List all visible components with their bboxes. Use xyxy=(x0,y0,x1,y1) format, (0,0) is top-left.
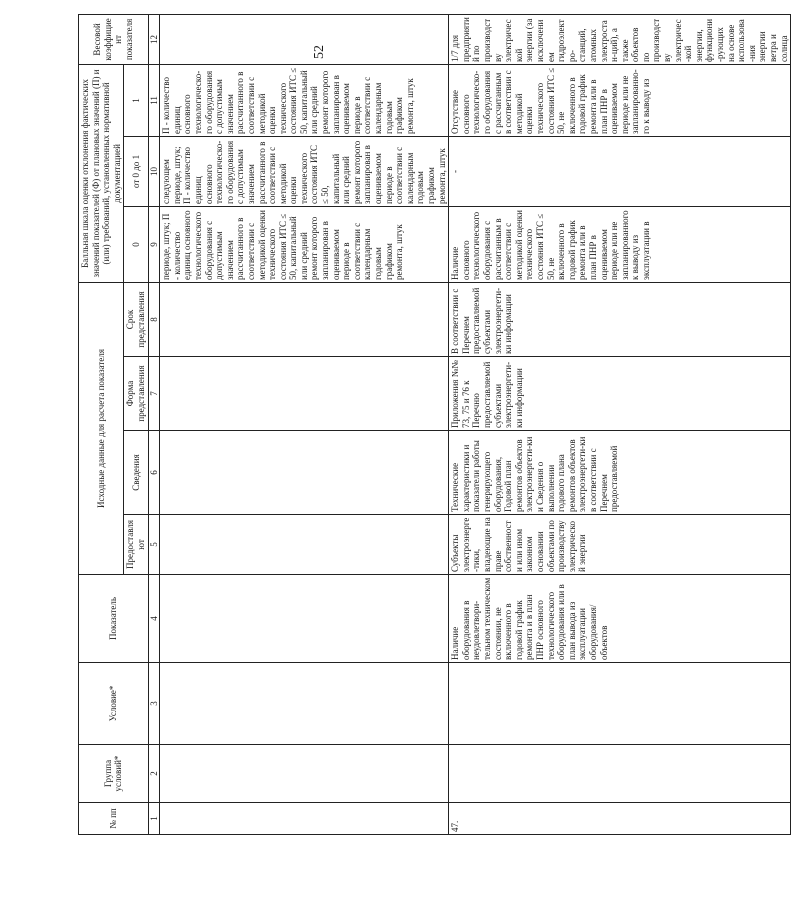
criteria-table xyxy=(78,14,791,835)
col-number: 11 xyxy=(148,64,160,136)
page-number: 52 xyxy=(312,45,327,59)
empty-cell xyxy=(160,745,449,803)
header-condition: Условие* xyxy=(79,663,149,745)
table-row-continued xyxy=(160,14,449,834)
header-deadline: Срок представления xyxy=(124,282,148,356)
prev-score-0-cell: периоде, штук; П - количество единиц основного технологического оборудования с допустимым значением рассчитанного в соответствии с методикой оценки технического состояния ИТС ≤ 50, капитальный или средний ремонт которого запланирован в оцениваемом периоде в соответствии с календарным годовым графиком ремонта, штук xyxy=(160,206,449,282)
header-provider: Предоставляют xyxy=(124,515,148,575)
col-number: 4 xyxy=(148,575,160,663)
indicator-cell: Наличие оборудования в неудовлетвори-тельном техническом состоянии, не включенного в годовой график ремонта и в план ПНР основного технологического оборудования или в план вывода из эксплуатации оборудования/ объектов xyxy=(449,575,791,663)
col-number: 2 xyxy=(148,745,160,803)
col-number: 6 xyxy=(148,431,160,515)
empty-cell xyxy=(160,431,449,515)
empty-cell xyxy=(160,282,449,356)
prev-score-1-cell: П - количество единиц основного технологическо-го оборудования с допустимым значением рассчитанного в соответствии с методикой оценки технического состояния ИТС ≤ 50, капитальный или средний ремонт которого запланирован в оцениваемом периоде в соответствии с календарным годовым графиком ремонта, штук xyxy=(160,64,449,136)
empty-cell xyxy=(160,515,449,575)
empty-cell xyxy=(160,14,449,64)
header-form: Форма представления xyxy=(124,357,148,431)
col-number: 1 xyxy=(148,803,160,835)
column-number-row xyxy=(148,14,160,834)
col-number: 7 xyxy=(148,357,160,431)
score-1-cell: Отсутствие основного технологическо-го оборудования с рассчитанным в соответствии с методикой оценки технического состояния ИТС ≤ 50, не включенного в годовой график ремонта или в план ПНР в оцениваемом периоде или не запланированно-го к выводу из xyxy=(449,64,791,136)
table-row-47 xyxy=(449,14,791,834)
provider-cell: Субъекты электроэнерге-тики, владеющие на праве собственности или ином законном основании объектами по производству электрической энергии xyxy=(449,515,791,575)
prev-score-0-1-cell: следующем периоде, штук; П - количество единиц основного технологическо-го оборудования с допустимым значением рассчитанного в соответствии с методикой оценки технического состояния ИТС ≤ 50, капитальный или средний ремонт которого запланирован в оцениваемом периоде в соответствии с календарным годовым графиком ремонта, штук xyxy=(160,136,449,206)
header-weight: Весовой коэффициент показателя xyxy=(79,14,149,64)
col-number: 12 xyxy=(148,14,160,64)
condition-group-cell xyxy=(449,745,791,803)
header-score-0-1: от 0 до 1 xyxy=(124,136,148,206)
header-indicator: Показатель xyxy=(79,575,149,663)
empty-cell xyxy=(160,803,449,835)
empty-cell xyxy=(160,575,449,663)
col-number: 3 xyxy=(148,663,160,745)
score-0-cell: Наличие основного технологического оборудования с рассчитанным в соответствии с методикой оценки технического состояния ИТС ≤ 50, не включенного в годовой график ремонта или в план ПНР в оцениваемом периоде или не запланированного к выводу из эксплуатации в xyxy=(449,206,791,282)
col-number: 10 xyxy=(148,136,160,206)
score-0-1-cell: - xyxy=(449,136,791,206)
col-number: 8 xyxy=(148,282,160,356)
empty-cell xyxy=(160,357,449,431)
header-score-scale: Балльная шкала оценки отклонения фактических значений показателей (Ф) от плановых значений (П) и (или) требований, установленных нормативной документацией xyxy=(79,64,124,282)
row-number-cell: 47. xyxy=(449,803,791,835)
deadline-cell: В соответствии с Перечнем предоставляемой субъектами электроэнергети-ки информации xyxy=(449,282,791,356)
form-cell: Приложения №№ 73, 75 и 76 к Перечню предоставляемой субъектами электроэнергети-ки информации xyxy=(449,357,791,431)
col-number: 9 xyxy=(148,206,160,282)
info-cell: Технические характеристики и показатели работы генерирующего оборудования, Годовой план ремонтов объектов электроэнергети-ки и Сведения о выполнении годового плана ремонтов объектов электроэнергети-ки в соответствии с Перечнем предоставляемой xyxy=(449,431,791,515)
header-info: Сведения xyxy=(124,431,148,515)
condition-cell xyxy=(449,663,791,745)
header-score-1: 1 xyxy=(124,64,148,136)
weight-cell: 1/7 для предприятий по производству электрической энергии (за исключением гидроэлектро-станций, атомных электростан-ций), а также объектов по производству электричес-кой энергии, функциони-рующих на основе использова-ния энергии ветра и солнца xyxy=(449,14,791,64)
rotated-table-container xyxy=(78,15,789,835)
empty-cell xyxy=(160,663,449,745)
header-score-0: 0 xyxy=(124,206,148,282)
col-number: 5 xyxy=(148,515,160,575)
header-condition-group: Группа условий* xyxy=(79,745,149,803)
header-number: № пп xyxy=(79,803,149,835)
header-input-data: Исходные данные для расчета показателя xyxy=(79,282,124,574)
